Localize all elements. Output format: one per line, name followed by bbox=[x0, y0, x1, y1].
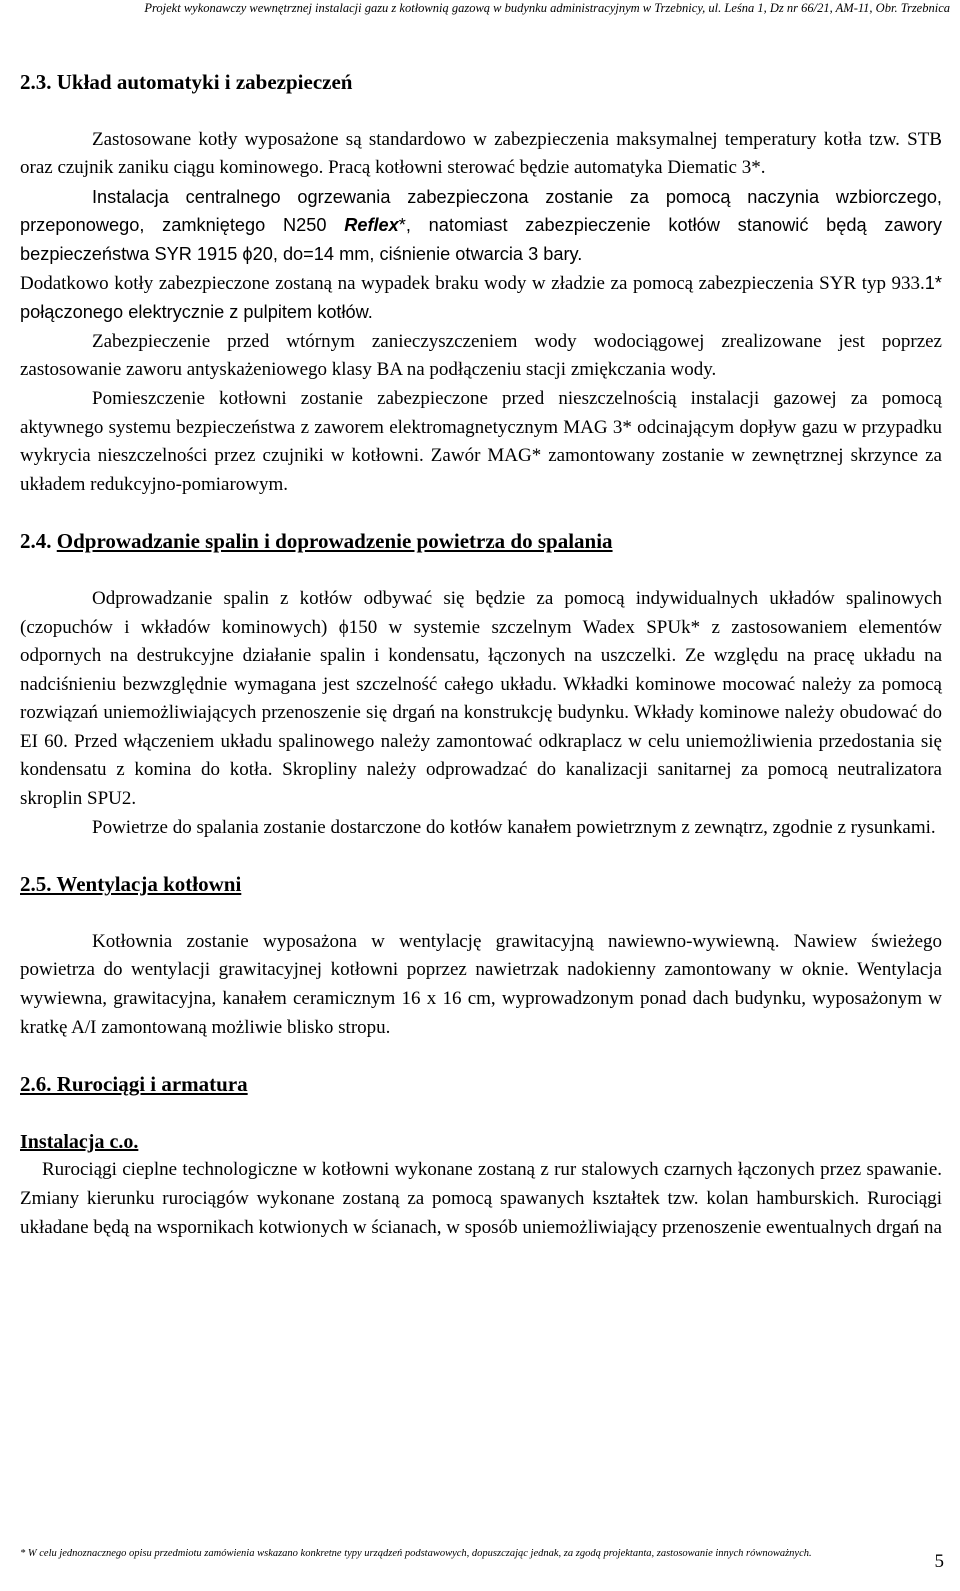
paragraph-water-protection bbox=[20, 269, 942, 328]
paragraph-water-protection-text: Dodatkowo kotły zabezpieczone zostaną na wypadek braku wody w zładzie za pomocą zabezpieczenia SYR typ 933. bbox=[20, 272, 925, 294]
section-heading-2-6 bbox=[20, 1070, 942, 1099]
section-title-2-4: Odprowadzanie spalin i doprowadzenie powietrza do spalania bbox=[56, 529, 613, 554]
paragraph-gas-safety: Pomieszczenie kotłowni zostanie zabezpieczone przed nieszczelnością instalacji gazowej za pomocą aktywnego systemu bezpieczeństwa z zaworem elektromagnetycznym MAG 3* odcinającym dopływ gazu w przypadku wykrycia nieszczelności przez czujniki w kotłowni. Zawór MAG* zamontowany zostanie w zewnętrznej skrzynce za układem redukcyjno-pomiarowym. bbox=[20, 387, 942, 495]
section-title-2-6: 2.6. Rurociągi i armatura bbox=[20, 1072, 248, 1097]
section-heading-2-3: 2.3. Układ automatyki i zabezpieczeń bbox=[20, 70, 353, 94]
section-title-2-5: 2.5. Wentylacja kotłowni bbox=[20, 872, 242, 897]
paragraph-safety-vessel-text-b: *, natomiast zabezpieczenie kotłów stanowić będą zawory bezpieczeństwa SYR 1915 ϕ20, do=14 mm, ciśnienie otwarcia 3 bary. bbox=[20, 215, 942, 264]
document-body bbox=[20, 68, 942, 1242]
section-heading-2-5 bbox=[20, 870, 942, 899]
paragraph-contamination: Zabezpieczenie przed wtórnym zanieczyszczeniem wody wodociągowej zrealizowane jest poprzez zastosowanie zaworu antyskażeniowego klasy BA na podłączeniu stacji zmiękczania wody. bbox=[20, 330, 942, 381]
paragraph-combustion-air: Powietrze do spalania zostanie dostarczone do kotłów kanałem powietrznym z zewnątrz, zgodnie z rysunkami. bbox=[92, 816, 936, 838]
document-header: Projekt wykonawczy wewnętrznej instalacji gazu z kotłownią gazową w budynku administracyjnym w Trzebnicy, ul. Leśna 1, Dz nr 66/21, AM-11, Obr. Trzebnica bbox=[144, 1, 950, 15]
section-heading-2-4 bbox=[20, 527, 942, 556]
paragraph-automatics: Zastosowane kotły wyposażone są standardowo w zabezpieczenia maksymalnej temperatury kotła tzw. STB oraz czujnik zaniku ciągu kominowego. Pracą kotłowni sterować będzie automatyka Diematic 3*. bbox=[20, 128, 942, 179]
paragraph-safety-vessel bbox=[20, 183, 942, 269]
paragraph-safety-vessel-text-a: Instalacja centralnego ogrzewania zabezpieczona zostanie za pomocą naczynia wzbiorczego, przeponowego, zamkniętego N250 bbox=[20, 186, 942, 236]
page-number: 5 bbox=[934, 1551, 944, 1572]
footnote: * W celu jednoznacznego opisu przedmiotu zamówienia wskazano konkretne typy urządzeń podstawowych, dopuszczając jednak, za zgodą projektanta, zastosowanie innych równoważnych. bbox=[20, 1548, 812, 1559]
paragraph-water-protection-text-b: 1* połączonego elektrycznie z pulpitem kotłów. bbox=[20, 272, 942, 323]
section-number-2-4: 2.4. bbox=[20, 529, 57, 554]
paragraph-pipelines: Rurociągi cieplne technologiczne w kotłowni wykonane zostaną z rur stalowych czarnych łączonych przez spawanie. Zmiany kierunku rurociągów wykonane zostaną za pomocą spawanych kształtek tzw. kolan hamburskich. Rurociągi układane będą na wspornikach kotwionych w ścianach, w sposób uniemożliwiający przenoszenie ewentualnych drgań na bbox=[20, 1159, 942, 1238]
subheading-heating-installation: Instalacja c.o. bbox=[20, 1130, 139, 1153]
brand-reflex: Reflex bbox=[344, 215, 399, 236]
paragraph-flue-gas: Odprowadzanie spalin z kotłów odbywać się będzie za pomocą indywidualnych układów spalinowych (czopuchów i wkładów kominowych) ϕ150 w systemie szczelnym Wadex SPUk* z zastosowaniem elementów odpornych na destrukcyjne działanie spalin i kondensatu, łączonych na uszczelki. Ze względu na pracę układu na nadciśnieniu bezwzględnie wymagana jest szczelność całego układu. Wkładki kominowe mocować należy za pomocą rozwiązań uniemożliwiających przenoszenie się drgań na konstrukcję budynku. Wkłady kominowe należy obudować do EI 60. Przed włączeniem układu spalinowego należy zamontować odkraplacz w celu uniemożliwienia przedostania się kondensatu z komina do kotła. Skropliny należy odprowadzać do kanalizacji sanitarnej za pomocą neutralizatora skroplin SPU2. bbox=[20, 587, 942, 810]
paragraph-ventilation: Kotłownia zostanie wyposażona w wentylację grawitacyjną nawiewno-wywiewną. Nawiew świeżego powietrza do wentylacji grawitacyjnej kotłowni poprzez nawietrzak nadokienny zamontowany w oknie. Wentylacja wywiewna, grawitacyjna, kanałem ceramicznym 16 x 16 cm, wyprowadzonym ponad dach budynku, wyposażonym w kratkę A/I zamontowaną możliwie blisko stropu. bbox=[20, 930, 942, 1038]
